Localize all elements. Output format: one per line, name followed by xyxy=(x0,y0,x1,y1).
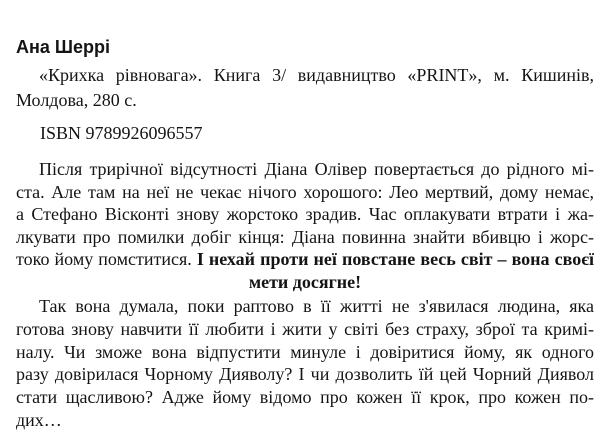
bibliography-line: Молдова, 280 с. xyxy=(16,90,137,110)
text-line: Так вона думала, поки раптово в її житті не з'явилася людина, яка xyxy=(39,296,594,316)
text-line: готова знову навчити її любити і жити у світі без страху, зброї та кримі- xyxy=(16,318,594,339)
isbn: ISBN 9789926096557 xyxy=(40,123,203,143)
text-line-normal: токо йому помститися. xyxy=(16,249,197,269)
text-line: разу довірилася Чорному Дияволу? І чи дозволить їй цей Чорний Диявол xyxy=(16,364,594,385)
bibliographic-info xyxy=(16,63,594,113)
text-line: лкувати про помилки добіг кінця: Діана повинна знайти вбивцю і жорс- xyxy=(16,226,594,247)
text-line: дих… xyxy=(16,409,62,430)
text-line: а Стефано Вісконті знову жорстоко зрадив. Час оплакувати втрати і жа- xyxy=(16,204,594,224)
bibliography-line: «Крихка рівновага». Книга 3/ видавництво «PRINT», м. Кишинів, xyxy=(39,65,594,85)
annotation-paragraph-2 xyxy=(16,295,594,432)
text-line: стати щасливою? Адже йому відомо про кожен її крок, про кожен по- xyxy=(16,387,594,408)
text-line: налу. Чи зможе вона відпустити минуле і довіритися йому, як одного xyxy=(16,341,594,362)
annotation-paragraph-1 xyxy=(16,158,594,293)
text-line xyxy=(16,248,594,271)
text-line: Після трирічної відсутності Діана Олівер повертається до рідного мі- xyxy=(39,159,594,179)
bold-emphasis: І нехай проти неї повстане весь світ – вона своєї xyxy=(196,249,594,269)
text-line: ста. Але там на неї не чекає нічого хорошого: Лео мертвий, дому немає, xyxy=(16,181,594,202)
bold-emphasis: мети досягне! xyxy=(248,271,362,292)
author-name: Ана Шеррі xyxy=(16,37,110,57)
